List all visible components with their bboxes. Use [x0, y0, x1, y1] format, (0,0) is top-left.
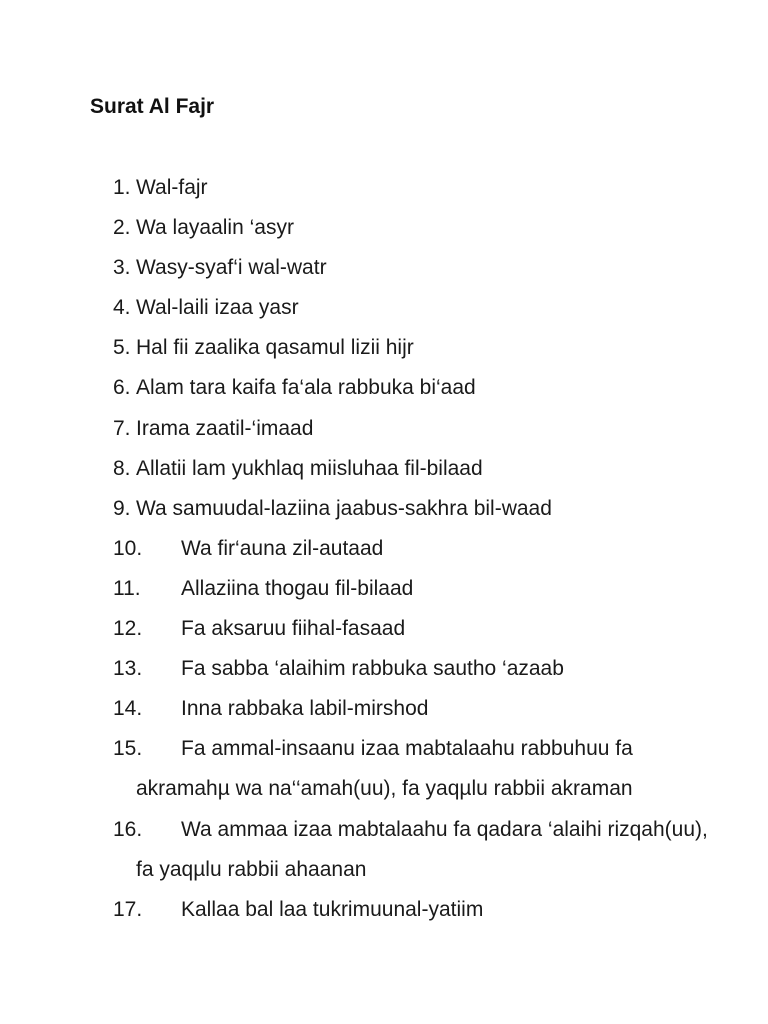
verse-item — [0, 449, 768, 489]
verse-item — [0, 689, 768, 729]
verse-item — [0, 328, 768, 368]
verse-text: Kallaa bal laa tukrimuunal-yatiim — [181, 897, 484, 921]
verse-item — [0, 649, 768, 689]
verse-text: Wasy-syaf‘i wal-watr — [136, 256, 327, 280]
verse-item — [0, 890, 768, 930]
verse-text: Wa layaalin ‘asyr — [136, 216, 294, 240]
verse-text: Alam tara kaifa fa‘ala rabbuka bi‘aad — [136, 376, 476, 400]
verse-number: 5. — [113, 336, 131, 360]
verse-item — [0, 729, 768, 809]
verse-number: 2. — [113, 216, 131, 240]
verse-item — [0, 489, 768, 529]
verse-number: 6. — [113, 376, 131, 400]
verse-item — [0, 208, 768, 248]
verse-number: 13. — [113, 657, 143, 681]
verse-number: 14. — [113, 697, 143, 721]
verse-item — [0, 248, 768, 288]
verse-text: Fa ammal-insaanu izaa mabtalaahu rabbuhuu fa akramahµ wa na‘‘amah(uu), fa yaqµlu rabbii akraman — [136, 737, 633, 801]
verse-text: Wal-laili izaa yasr — [136, 296, 299, 320]
verse-item — [0, 529, 768, 569]
verse-item — [0, 569, 768, 609]
verse-item — [0, 810, 768, 890]
verse-text: Wa fir‘auna zil-autaad — [181, 536, 384, 560]
verse-text: Irama zaatil-‘imaad — [136, 416, 314, 440]
verse-number: 10. — [113, 536, 143, 560]
verse-number: 12. — [113, 617, 143, 641]
verse-text: Hal fii zaalika qasamul lizii hijr — [136, 336, 414, 360]
verse-number: 16. — [113, 817, 143, 841]
verse-text: Fa sabba ‘alaihim rabbuka sautho ‘azaab — [181, 657, 564, 681]
verse-text: Allaziina thogau fil-bilaad — [181, 576, 414, 600]
verse-number: 7. — [113, 416, 131, 440]
verse-number: 9. — [113, 496, 131, 520]
verse-item — [0, 609, 768, 649]
verse-item — [0, 368, 768, 408]
verse-number: 1. — [113, 176, 131, 199]
document-title: Surat Al Fajr — [90, 95, 215, 118]
verse-text: Wal-fajr — [136, 176, 208, 199]
verse-number: 15. — [113, 737, 143, 761]
verse-number: 4. — [113, 296, 131, 320]
verse-item — [0, 168, 768, 208]
verse-number: 3. — [113, 256, 131, 280]
verse-number: 17. — [113, 897, 143, 921]
verse-text: Wa samuudal-laziina jaabus-sakhra bil-waad — [136, 496, 552, 520]
verse-list — [0, 168, 768, 930]
verse-text: Fa aksaruu fiihal-fasaad — [181, 617, 406, 641]
verse-number: 8. — [113, 456, 131, 480]
verse-text: Allatii lam yukhlaq miisluhaa fil-bilaad — [136, 456, 483, 480]
verse-text: Wa ammaa izaa mabtalaahu fa qadara ‘alaihi rizqah(uu), fa yaqµlu rabbii ahaanan — [136, 817, 708, 881]
verse-number: 11. — [113, 576, 141, 600]
verse-item — [0, 288, 768, 328]
verse-text: Inna rabbaka labil-mirshod — [181, 697, 429, 721]
verse-item — [0, 409, 768, 449]
